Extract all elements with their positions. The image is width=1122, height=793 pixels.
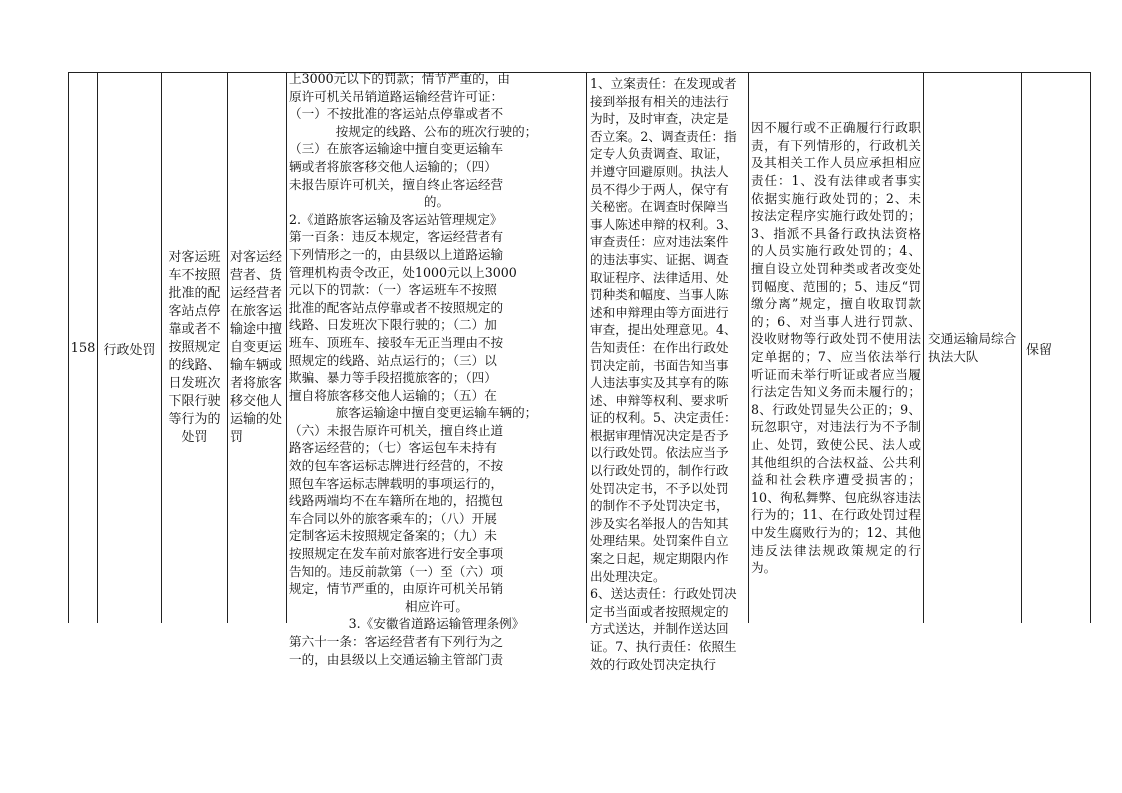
legal-basis-line: 一的，由县级以上交通运输主管部门责	[289, 651, 504, 667]
responsibility-line: 接到举报有相关的违法行	[590, 93, 729, 109]
legal-basis-line: 未报告原许可机关，擅自终止客运经营	[289, 176, 504, 192]
responsibility-line: 审查责任：应对违法案件	[590, 234, 729, 250]
power-category: 行政处罚	[103, 342, 156, 358]
responsibility-line: 并遵守回避原则。执法人	[590, 163, 729, 179]
legal-basis-line: 按照规定在发车前对旅客进行安全事项	[289, 546, 504, 562]
sub-item-cell	[228, 73, 287, 624]
legal-basis-line: 车合同以外的旅客乘车的；（八）开展	[289, 510, 497, 526]
power-sub-item: 对客运经营者、货运经营者在旅客运输途中擅自变更运输车辆或者将旅客移交他人运输的处罚	[230, 250, 283, 445]
responsibility-line: 员不得少于两人，保守有	[590, 181, 729, 197]
power-item-name: 对客运班车不按照批准的配客站点停靠或者不按照规定的线路、日发班次下限行驶等行为的处罚	[168, 250, 221, 445]
legal-basis-line: 规定，情节严重的，由原许可机关吊销	[289, 581, 504, 597]
responsibility-line: 取证程序、法律适用、处	[590, 269, 729, 285]
legal-basis-line: （一）不按批准的客运站点停靠或者不	[289, 106, 504, 122]
legal-basis-line: 批准的配客站点停靠或者不按照规定的	[289, 299, 504, 315]
legal-basis-line: 2.《道路旅客运输及客运站管理规定》	[289, 211, 503, 227]
legal-basis-line: 旅客运输途中擅自变更运输车辆的；	[335, 405, 538, 421]
table-row	[69, 73, 1091, 624]
responsibility-line: 述和申辩理由等方面进行	[590, 304, 729, 320]
responsibility-line: 出处理决定。	[590, 568, 666, 584]
responsibility-line: 否立案。2、调查责任：指	[590, 128, 737, 144]
responsibility-line: 事人陈述申辩的权利。3、	[590, 216, 737, 232]
legal-basis-line: 照包车客运标志牌载明的事项运行的，	[289, 475, 504, 491]
responsibility-line: 关秘密。在调查时保障当	[590, 199, 729, 215]
legal-basis-line: （三）在旅客运输途中擅自变更运输车	[289, 141, 504, 157]
responsibility-line: 罚种类和幅度、当事人陈	[590, 287, 729, 303]
power-list-table	[68, 71, 1091, 672]
legal-basis-line: 班车、顶班车、接驳车无正当理由不按	[289, 334, 504, 350]
row-number: 158	[70, 340, 96, 356]
responsibility-line: 6、送达责任：行政处罚决	[590, 586, 737, 602]
legal-basis-line: 欺骗、暴力等手段招揽旅客的；（四）	[289, 370, 497, 386]
responsibility-line: 的制作不予处罚决定书，	[590, 498, 729, 514]
responsibility-line: 证的权利。5、决定责任：	[590, 410, 737, 426]
note-text: 保留	[1026, 342, 1053, 358]
responsibility-line: 述、申辩等权利、要求听	[590, 392, 729, 408]
legal-basis-line: 擅自将旅客移交他人运输的；（五）在	[289, 387, 497, 403]
legal-basis-line: 3.《安徽省道路运输管理条例》	[348, 616, 525, 632]
legal-basis-line: 定制客运未按照规定备案的；（九）未	[289, 528, 497, 544]
responsibility-line: 定书当面或者按照规定的	[590, 603, 729, 619]
legal-basis-text	[287, 70, 586, 668]
responsibility-line: 处理结果。处罚案件自立	[590, 533, 729, 549]
accountability-text: 因不履行或不正确履行行政职责，有下列情形的，行政机关及其相关工作人员应承担相应责任：1、没有法律或者事实依据实施行政处罚的；2、未按法定程序实施行政处罚的；3、指派不具备行政执法资格的人员实施行政处罚的；4、擅自设立处罚种类或者改变处罚幅度、范围的；5、违反“罚缴分离”规定，擅自收取罚款的；6、对当事人进行罚款、没收财物等行政处罚不使用法定单据的；7、应当依法举行听证而未举行听证或者应当履行法定告知义务而未履行的；8、行政处罚显失公正的；9、玩忽职守，对违法行为不予制止、处罚，致使公民、法人或其他组织的合法权益、公共利益和社会秩序遭受损害的；10、徇私舞弊、包庇纵容违法行为的；11、在行政处罚过程中发生腐败行为的；12、其他违反法律法规政策规定的行为。	[751, 120, 921, 576]
responsibility-line: 证。7、执行责任：依照生	[590, 639, 737, 654]
responsibility-line: 罚决定前，书面告知当事	[590, 357, 729, 373]
responsibility-line: 方式送达，并制作送达回	[590, 621, 729, 637]
legal-basis-line: 的。	[423, 194, 450, 210]
legal-basis-line: 第一百条：违反本规定，客运经营者有	[289, 229, 504, 245]
responsibility-line: 效的行政处罚决定执行	[590, 656, 716, 672]
legal-basis-line: 辆或者将旅客移交他人运输的；（四）	[289, 158, 497, 174]
legal-basis-line: 效的包车客运标志牌进行经营的，不按	[289, 458, 504, 474]
legal-basis-line: 路客运经营的；（七）客运包车未持有	[289, 440, 497, 456]
responsibility-line: 审查，提出处理意见。4、	[590, 322, 737, 338]
legal-basis-line: （六）未报告原许可机关，擅自终止道	[289, 422, 504, 438]
responsibility-line: 案之日起，规定期限内作	[590, 551, 729, 567]
legal-basis-line: 下列情形之一的，由县级以上道路运输	[289, 246, 504, 262]
responsibility-line: 以行政处罚的，制作行政	[590, 463, 729, 479]
legal-basis-line: 照规定的线路、站点运行的；（三）以	[289, 352, 497, 368]
row-number-cell	[69, 73, 98, 624]
responsibility-line: 告知责任：在作出行政处	[590, 339, 729, 355]
legal-basis-line: 管理机构责令改正，处1000元以上3000	[289, 264, 517, 280]
power-list-document	[68, 71, 1091, 672]
responsibility-line: 定专人负责调查、取证，	[590, 146, 729, 162]
legal-basis-cell	[287, 71, 587, 667]
item-name-cell	[162, 73, 228, 624]
legal-basis-line: 线路两端均不在车籍所在地的，招揽包	[289, 493, 504, 509]
responsibility-line: 以行政处罚。依法应当予	[590, 445, 729, 461]
responsibility-line: 1、立案责任：在发现或者	[590, 76, 737, 91]
note-cell	[1022, 73, 1091, 624]
legal-basis-line: 按规定的线路、公布的班次行驶的；	[335, 123, 538, 139]
responsibility-line: 为时，及时审查，决定是	[590, 111, 729, 127]
responsibility-line: 的违法事实、证据、调查	[590, 251, 729, 267]
responsibility-text	[587, 75, 748, 673]
responsibility-line: 涉及实名举报人的告知其	[590, 515, 729, 531]
responsibility-line: 人违法事实及其享有的陈	[590, 375, 729, 391]
legal-basis-line: 相应许可。	[405, 598, 468, 614]
legal-basis-line: 线路、日发班次下限行驶的；（二）加	[289, 317, 497, 333]
department-cell	[924, 73, 1022, 624]
accountability-cell	[749, 73, 924, 624]
category-cell	[98, 73, 162, 624]
legal-basis-line: 原许可机关吊销道路运输经营许可证：	[289, 88, 504, 104]
legal-basis-line: 上3000元以下的罚款；情节严重的，由	[289, 71, 510, 86]
legal-basis-line: 第六十一条：客运经营者有下列行为之	[289, 634, 504, 649]
responsibility-line: 根据审理情况决定是否予	[590, 427, 729, 443]
responsible-department: 交通运输局综合执法大队	[928, 331, 1017, 364]
responsibility-line: 处罚决定书，不予以处罚	[590, 480, 729, 496]
responsibility-cell	[587, 73, 749, 672]
legal-basis-line: 元以下的罚款：（一）客运班车不按照	[289, 282, 497, 298]
legal-basis-line: 告知的。违反前款第（一）至（六）项	[289, 563, 504, 579]
